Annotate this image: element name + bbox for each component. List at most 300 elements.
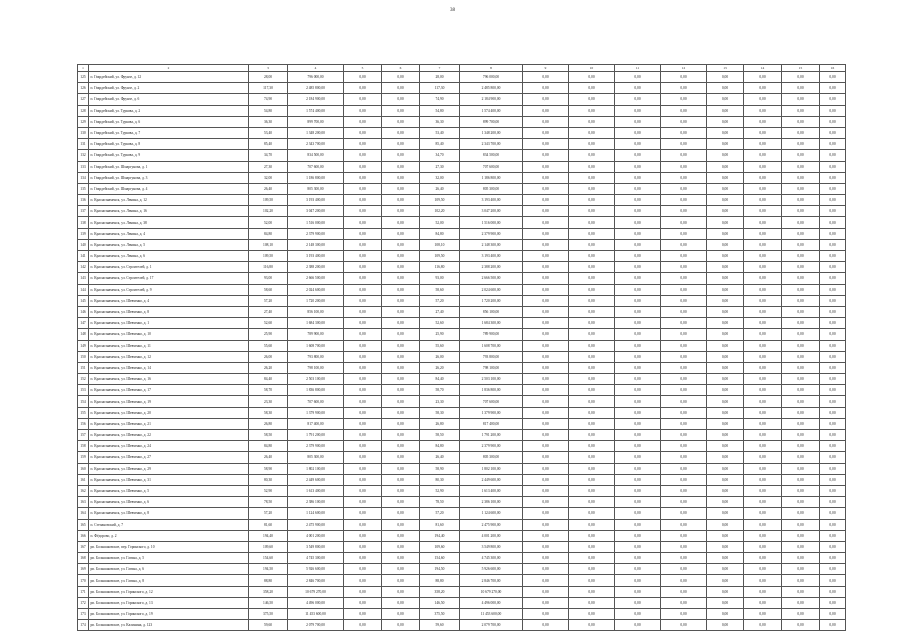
value-cell: 0,00 bbox=[615, 83, 661, 94]
value-cell: 55,60 bbox=[249, 340, 288, 351]
value-cell: 0,00 bbox=[382, 519, 420, 530]
address-cell: п. Гвардейский, ул. Шмаргунова, д. 1 bbox=[89, 161, 249, 172]
value-cell: 0,00 bbox=[820, 575, 846, 586]
column-header: 12 bbox=[661, 65, 707, 72]
table-row bbox=[78, 575, 846, 586]
table-row bbox=[78, 463, 846, 474]
value-cell: 0,00 bbox=[661, 127, 707, 138]
value-cell: 0,00 bbox=[382, 217, 420, 228]
value-cell: 0,00 bbox=[523, 239, 569, 250]
value-cell: 0,00 bbox=[615, 217, 661, 228]
value-cell: 0,00 bbox=[744, 228, 782, 239]
value-cell: 194,40 bbox=[249, 530, 288, 541]
value-cell: 0,00 bbox=[820, 474, 846, 485]
value-cell: 0,00 bbox=[569, 83, 615, 94]
value-cell: 0,00 bbox=[382, 318, 420, 329]
row-number-cell: 137 bbox=[78, 206, 89, 217]
value-cell: 26,80 bbox=[420, 418, 460, 429]
value-cell: 0,00 bbox=[569, 452, 615, 463]
value-cell: 2 388 200,00 bbox=[460, 262, 523, 273]
value-cell: 0,00 bbox=[382, 161, 420, 172]
value-cell: 0,00 bbox=[569, 195, 615, 206]
value-cell: 0,00 bbox=[707, 385, 744, 396]
value-cell: 0,00 bbox=[820, 430, 846, 441]
value-cell: 0,00 bbox=[707, 217, 744, 228]
table-row bbox=[78, 430, 846, 441]
value-cell: 26,20 bbox=[249, 362, 288, 373]
value-cell: 0,00 bbox=[744, 116, 782, 127]
value-cell: 4 745 300,00 bbox=[288, 553, 344, 564]
value-cell: 0,00 bbox=[661, 206, 707, 217]
value-cell: 0,00 bbox=[344, 139, 382, 150]
value-cell: 0,00 bbox=[707, 150, 744, 161]
table-row bbox=[78, 127, 846, 138]
value-cell: 0,00 bbox=[820, 139, 846, 150]
value-cell: 0,00 bbox=[523, 530, 569, 541]
value-cell: 80,30 bbox=[249, 474, 288, 485]
table-row bbox=[78, 150, 846, 161]
value-cell: 0,00 bbox=[615, 407, 661, 418]
value-cell: 0,00 bbox=[569, 597, 615, 608]
value-cell: 0,00 bbox=[782, 452, 820, 463]
address-cell: п. Краснознаменск, ул. Шевченко, д. 19 bbox=[89, 396, 249, 407]
value-cell: 27,40 bbox=[420, 306, 460, 317]
row-number-cell: 154 bbox=[78, 396, 89, 407]
value-cell: 0,00 bbox=[615, 441, 661, 452]
value-cell: 0,00 bbox=[615, 396, 661, 407]
value-cell: 84,80 bbox=[420, 228, 460, 239]
value-cell: 0,00 bbox=[382, 262, 420, 273]
value-cell: 0,00 bbox=[707, 83, 744, 94]
value-cell: 0,00 bbox=[782, 329, 820, 340]
value-cell: 58,60 bbox=[420, 284, 460, 295]
value-cell: 1 186 800,00 bbox=[288, 172, 344, 183]
table-row bbox=[78, 519, 846, 530]
row-number-cell: 144 bbox=[78, 284, 89, 295]
value-cell: 58,70 bbox=[249, 385, 288, 396]
value-cell: 0,00 bbox=[707, 105, 744, 116]
value-cell: 2 503 100,00 bbox=[460, 374, 523, 385]
value-cell: 0,00 bbox=[344, 239, 382, 250]
value-cell: 109,50 bbox=[420, 195, 460, 206]
value-cell: 0,00 bbox=[707, 407, 744, 418]
value-cell: 0,00 bbox=[569, 105, 615, 116]
value-cell: 0,00 bbox=[569, 251, 615, 262]
value-cell: 0,00 bbox=[344, 620, 382, 631]
table-row bbox=[78, 609, 846, 620]
value-cell: 798 100,00 bbox=[460, 362, 523, 373]
value-cell: 0,00 bbox=[344, 519, 382, 530]
column-header: 13 bbox=[707, 65, 744, 72]
value-cell: 0,00 bbox=[569, 497, 615, 508]
value-cell: 0,00 bbox=[707, 183, 744, 194]
value-cell: 0,00 bbox=[782, 72, 820, 83]
value-cell: 0,00 bbox=[820, 306, 846, 317]
row-number-cell: 133 bbox=[78, 161, 89, 172]
value-cell: 0,00 bbox=[344, 262, 382, 273]
value-cell: 0,00 bbox=[569, 407, 615, 418]
table-row bbox=[78, 318, 846, 329]
value-cell: 26,40 bbox=[249, 452, 288, 463]
value-cell: 707 600,00 bbox=[460, 161, 523, 172]
value-cell: 146,50 bbox=[249, 597, 288, 608]
value-cell: 0,00 bbox=[707, 497, 744, 508]
value-cell: 0,00 bbox=[744, 474, 782, 485]
value-cell: 32,00 bbox=[249, 172, 288, 183]
value-cell: 0,00 bbox=[615, 183, 661, 194]
value-cell: 0,00 bbox=[523, 519, 569, 530]
value-cell: 23,30 bbox=[249, 396, 288, 407]
value-cell: 146,50 bbox=[420, 597, 460, 608]
value-cell: 102,20 bbox=[249, 206, 288, 217]
table-row bbox=[78, 407, 846, 418]
value-cell: 0,00 bbox=[615, 329, 661, 340]
value-cell: 0,00 bbox=[744, 206, 782, 217]
value-cell: 0,00 bbox=[615, 385, 661, 396]
row-number-cell: 157 bbox=[78, 430, 89, 441]
address-cell: п. Краснознаменск, ул. Шевченко, д. 8 bbox=[89, 306, 249, 317]
value-cell: 117,30 bbox=[420, 83, 460, 94]
row-number-cell: 158 bbox=[78, 441, 89, 452]
value-cell: 0,00 bbox=[782, 150, 820, 161]
value-cell: 0,00 bbox=[782, 418, 820, 429]
value-cell: 0,00 bbox=[661, 116, 707, 127]
value-cell: 0,00 bbox=[820, 541, 846, 552]
column-header: 2 bbox=[89, 65, 249, 72]
value-cell: 34,70 bbox=[420, 150, 460, 161]
value-cell: 805 300,00 bbox=[460, 452, 523, 463]
value-cell: 2 343 700,00 bbox=[460, 139, 523, 150]
value-cell: 59,60 bbox=[249, 620, 288, 631]
address-cell: п. Степановский, д. 7 bbox=[89, 519, 249, 530]
value-cell: 0,00 bbox=[744, 609, 782, 620]
value-cell: 793 800,00 bbox=[460, 351, 523, 362]
table-row bbox=[78, 418, 846, 429]
value-cell: 57,20 bbox=[420, 295, 460, 306]
value-cell: 0,00 bbox=[615, 295, 661, 306]
value-cell: 0,00 bbox=[782, 374, 820, 385]
value-cell: 0,00 bbox=[523, 150, 569, 161]
value-cell: 0,00 bbox=[569, 541, 615, 552]
value-cell: 0,00 bbox=[707, 172, 744, 183]
value-cell: 0,00 bbox=[707, 306, 744, 317]
value-cell: 0,00 bbox=[744, 83, 782, 94]
value-cell: 834 500,00 bbox=[288, 150, 344, 161]
value-cell: 0,00 bbox=[569, 519, 615, 530]
value-cell: 707 600,00 bbox=[288, 161, 344, 172]
address-cell: п. Краснознаменск, ул. Ленина, д. 38 bbox=[89, 217, 249, 228]
value-cell: 0,00 bbox=[661, 418, 707, 429]
value-cell: 0,00 bbox=[707, 94, 744, 105]
value-cell: 58,60 bbox=[249, 284, 288, 295]
value-cell: 0,00 bbox=[820, 105, 846, 116]
value-cell: 0,00 bbox=[661, 139, 707, 150]
value-cell: 0,00 bbox=[344, 485, 382, 496]
value-cell: 109,50 bbox=[249, 251, 288, 262]
value-cell: 2 475 900,00 bbox=[288, 519, 344, 530]
value-cell: 0,00 bbox=[661, 441, 707, 452]
value-cell: 26,40 bbox=[420, 183, 460, 194]
value-cell: 0,00 bbox=[782, 407, 820, 418]
value-cell: 1 684 300,00 bbox=[460, 318, 523, 329]
value-cell: 0,00 bbox=[744, 105, 782, 116]
address-cell: п. Краснознаменск, ул. Шевченко, д. 29 bbox=[89, 463, 249, 474]
value-cell: 0,00 bbox=[523, 463, 569, 474]
value-cell: 0,00 bbox=[615, 474, 661, 485]
address-cell: п. Краснознаменск, ул. Шевченко, д. 27 bbox=[89, 452, 249, 463]
value-cell: 0,00 bbox=[661, 474, 707, 485]
address-cell: п. Краснознаменск, ул. Шевченко, д. 14 bbox=[89, 362, 249, 373]
value-cell: 0,00 bbox=[820, 362, 846, 373]
value-cell: 0,00 bbox=[569, 396, 615, 407]
table-row bbox=[78, 530, 846, 541]
value-cell: 0,00 bbox=[661, 351, 707, 362]
value-cell: 0,00 bbox=[523, 127, 569, 138]
value-cell: 28,00 bbox=[249, 72, 288, 83]
value-cell: 0,00 bbox=[782, 441, 820, 452]
value-cell: 3 047 200,00 bbox=[460, 206, 523, 217]
value-cell: 1 802 100,00 bbox=[288, 463, 344, 474]
column-header: 3 bbox=[249, 65, 288, 72]
value-cell: 0,00 bbox=[820, 295, 846, 306]
value-cell: 0,00 bbox=[707, 139, 744, 150]
table-row bbox=[78, 116, 846, 127]
value-cell: 0,00 bbox=[382, 195, 420, 206]
value-cell: 109,60 bbox=[420, 541, 460, 552]
address-cell: рп. Большаковское, ул. Горинского, д. 19 bbox=[89, 609, 249, 620]
address-cell: п. Гвардейский, ул. Фрунзе, д. 12 bbox=[89, 72, 249, 83]
value-cell: 0,00 bbox=[344, 161, 382, 172]
value-cell: 0,00 bbox=[661, 508, 707, 519]
value-cell: 26,20 bbox=[420, 362, 460, 373]
value-cell: 798 100,00 bbox=[288, 362, 344, 373]
value-cell: 0,00 bbox=[344, 541, 382, 552]
value-cell: 3 193 400,00 bbox=[288, 251, 344, 262]
value-cell: 0,00 bbox=[820, 273, 846, 284]
row-number-cell: 135 bbox=[78, 183, 89, 194]
value-cell: 0,00 bbox=[344, 295, 382, 306]
value-cell: 0,00 bbox=[382, 463, 420, 474]
value-cell: 0,00 bbox=[523, 161, 569, 172]
value-cell: 0,00 bbox=[707, 351, 744, 362]
value-cell: 0,00 bbox=[569, 206, 615, 217]
value-cell: 0,00 bbox=[615, 452, 661, 463]
value-cell: 0,00 bbox=[782, 497, 820, 508]
value-cell: 0,00 bbox=[615, 553, 661, 564]
value-cell: 2 666 500,00 bbox=[288, 273, 344, 284]
value-cell: 0,00 bbox=[344, 116, 382, 127]
value-cell: 0,00 bbox=[523, 609, 569, 620]
value-cell: 0,00 bbox=[661, 374, 707, 385]
value-cell: 28,00 bbox=[420, 72, 460, 83]
value-cell: 0,00 bbox=[744, 139, 782, 150]
value-cell: 0,00 bbox=[569, 385, 615, 396]
value-cell: 0,00 bbox=[661, 262, 707, 273]
address-cell: п. Краснознаменск, ул. Шевченко, д. 21 bbox=[89, 418, 249, 429]
value-cell: 0,00 bbox=[661, 306, 707, 317]
value-cell: 0,00 bbox=[661, 385, 707, 396]
value-cell: 793 800,00 bbox=[288, 351, 344, 362]
value-cell: 5 926 600,00 bbox=[460, 564, 523, 575]
value-cell: 27,30 bbox=[420, 161, 460, 172]
value-cell: 0,00 bbox=[569, 463, 615, 474]
value-cell: 0,00 bbox=[820, 441, 846, 452]
value-cell: 0,00 bbox=[382, 94, 420, 105]
row-number-cell: 134 bbox=[78, 172, 89, 183]
value-cell: 26,00 bbox=[420, 351, 460, 362]
value-cell: 0,00 bbox=[744, 262, 782, 273]
value-cell: 0,00 bbox=[744, 441, 782, 452]
value-cell: 81,60 bbox=[420, 519, 460, 530]
address-cell: п. Гвардейский, ул. Фрунзе, д. 6 bbox=[89, 94, 249, 105]
value-cell: 0,00 bbox=[820, 519, 846, 530]
value-cell: 0,00 bbox=[707, 564, 744, 575]
value-cell: 26,80 bbox=[249, 418, 288, 429]
value-cell: 0,00 bbox=[569, 329, 615, 340]
value-cell: 2 475 900,00 bbox=[460, 519, 523, 530]
address-cell: п. Гвардейский, ул. Фрунзе, д. 2 bbox=[89, 83, 249, 94]
value-cell: 0,00 bbox=[382, 497, 420, 508]
value-cell: 0,00 bbox=[569, 295, 615, 306]
value-cell: 0,00 bbox=[615, 508, 661, 519]
value-cell: 4 496 000,00 bbox=[288, 597, 344, 608]
value-cell: 0,00 bbox=[344, 127, 382, 138]
value-cell: 0,00 bbox=[344, 553, 382, 564]
value-cell: 0,00 bbox=[661, 172, 707, 183]
value-cell: 0,00 bbox=[744, 306, 782, 317]
value-cell: 0,00 bbox=[744, 94, 782, 105]
value-cell: 93,00 bbox=[249, 273, 288, 284]
table-row bbox=[78, 564, 846, 575]
value-cell: 0,00 bbox=[344, 441, 382, 452]
value-cell: 3 193 400,00 bbox=[460, 251, 523, 262]
value-cell: 0,00 bbox=[569, 217, 615, 228]
value-cell: 0,00 bbox=[782, 318, 820, 329]
value-cell: 1 613 400,00 bbox=[460, 485, 523, 496]
value-cell: 0,00 bbox=[661, 620, 707, 631]
value-cell: 0,00 bbox=[569, 474, 615, 485]
value-cell: 0,00 bbox=[820, 463, 846, 474]
value-cell: 0,00 bbox=[744, 251, 782, 262]
table-row bbox=[78, 139, 846, 150]
value-cell: 0,00 bbox=[820, 318, 846, 329]
value-cell: 0,00 bbox=[744, 362, 782, 373]
value-cell: 0,00 bbox=[744, 597, 782, 608]
value-cell: 0,00 bbox=[615, 72, 661, 83]
value-cell: 0,00 bbox=[615, 620, 661, 631]
value-cell: 108,10 bbox=[420, 239, 460, 250]
value-cell: 0,00 bbox=[744, 497, 782, 508]
value-cell: 0,00 bbox=[661, 430, 707, 441]
value-cell: 0,00 bbox=[744, 239, 782, 250]
value-cell: 0,00 bbox=[615, 161, 661, 172]
value-cell: 0,00 bbox=[782, 485, 820, 496]
value-cell: 0,00 bbox=[523, 374, 569, 385]
row-number-cell: 160 bbox=[78, 463, 89, 474]
value-cell: 0,00 bbox=[523, 485, 569, 496]
value-cell: 0,00 bbox=[569, 262, 615, 273]
value-cell: 0,00 bbox=[707, 508, 744, 519]
value-cell: 0,00 bbox=[344, 183, 382, 194]
value-cell: 0,00 bbox=[707, 318, 744, 329]
value-cell: 0,00 bbox=[707, 541, 744, 552]
value-cell: 1 348 200,00 bbox=[288, 127, 344, 138]
row-number-cell: 172 bbox=[78, 597, 89, 608]
value-cell: 74,90 bbox=[249, 94, 288, 105]
value-cell: 0,00 bbox=[569, 183, 615, 194]
value-cell: 4 745 300,00 bbox=[460, 553, 523, 564]
value-cell: 2 148 300,00 bbox=[288, 239, 344, 250]
value-cell: 0,00 bbox=[344, 418, 382, 429]
value-cell: 0,00 bbox=[820, 83, 846, 94]
address-cell: п. Краснознаменск, ул. Строителей, д. 1 bbox=[89, 262, 249, 273]
value-cell: 0,00 bbox=[707, 474, 744, 485]
value-cell: 0,00 bbox=[707, 430, 744, 441]
value-cell: 0,00 bbox=[344, 306, 382, 317]
value-cell: 0,00 bbox=[569, 239, 615, 250]
value-cell: 53,40 bbox=[420, 127, 460, 138]
table-row bbox=[78, 239, 846, 250]
value-cell: 0,00 bbox=[744, 575, 782, 586]
value-cell: 0,00 bbox=[707, 362, 744, 373]
value-cell: 3 193 400,00 bbox=[288, 195, 344, 206]
value-cell: 2 024 600,00 bbox=[460, 284, 523, 295]
value-cell: 0,00 bbox=[782, 362, 820, 373]
value-cell: 0,00 bbox=[820, 228, 846, 239]
value-cell: 0,00 bbox=[523, 139, 569, 150]
value-cell: 0,00 bbox=[744, 183, 782, 194]
value-cell: 0,00 bbox=[344, 430, 382, 441]
value-cell: 0,00 bbox=[615, 139, 661, 150]
value-cell: 0,00 bbox=[661, 228, 707, 239]
row-number-cell: 171 bbox=[78, 586, 89, 597]
column-header: 5 bbox=[344, 65, 382, 72]
value-cell: 2 379 900,00 bbox=[288, 441, 344, 452]
value-cell: 0,00 bbox=[820, 564, 846, 575]
value-cell: 0,00 bbox=[523, 72, 569, 83]
value-cell: 899 700,00 bbox=[460, 116, 523, 127]
value-cell: 0,00 bbox=[569, 172, 615, 183]
value-cell: 0,00 bbox=[744, 72, 782, 83]
value-cell: 0,00 bbox=[744, 217, 782, 228]
value-cell: 0,00 bbox=[707, 239, 744, 250]
value-cell: 4 001 200,00 bbox=[460, 530, 523, 541]
value-cell: 899 700,00 bbox=[288, 116, 344, 127]
value-cell: 0,00 bbox=[820, 206, 846, 217]
value-cell: 0,00 bbox=[569, 116, 615, 127]
value-cell: 0,00 bbox=[523, 474, 569, 485]
address-cell: п. Гвардейский, ул. Туркова, д. 8 bbox=[89, 139, 249, 150]
value-cell: 1 608 700,00 bbox=[460, 340, 523, 351]
value-cell: 0,00 bbox=[344, 508, 382, 519]
value-cell: 0,00 bbox=[661, 519, 707, 530]
value-cell: 2 343 700,00 bbox=[288, 139, 344, 150]
table-row bbox=[78, 295, 846, 306]
value-cell: 0,00 bbox=[615, 273, 661, 284]
table-row bbox=[78, 586, 846, 597]
value-cell: 0,00 bbox=[707, 396, 744, 407]
value-cell: 0,00 bbox=[344, 72, 382, 83]
value-cell: 0,00 bbox=[782, 239, 820, 250]
value-cell: 0,00 bbox=[615, 430, 661, 441]
value-cell: 0,00 bbox=[707, 553, 744, 564]
value-cell: 0,00 bbox=[523, 183, 569, 194]
value-cell: 805 300,00 bbox=[460, 183, 523, 194]
value-cell: 0,00 bbox=[707, 620, 744, 631]
value-cell: 0,00 bbox=[707, 441, 744, 452]
value-cell: 0,00 bbox=[615, 374, 661, 385]
table-row bbox=[78, 105, 846, 116]
